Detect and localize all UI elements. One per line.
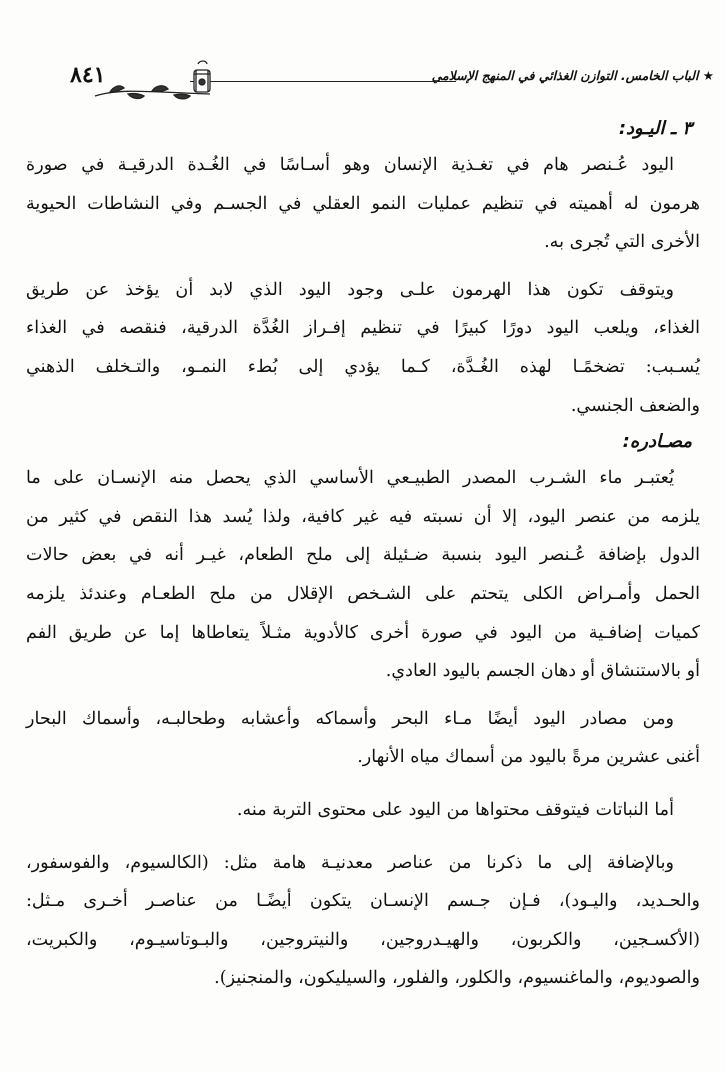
text-line: يلزمه من عنصر اليود، إلا أن نسبته فيه غير كافية، ولذا يُسد هذا النقص في كثير من bbox=[26, 506, 700, 527]
page-body bbox=[26, 112, 700, 998]
page-number: ٨٤١ bbox=[70, 62, 106, 88]
paragraph bbox=[26, 146, 700, 262]
running-header bbox=[70, 62, 714, 92]
text-line: الحمل وأمـراض الكلى يتحتم على الشـخص الإقلال من ملح الطعـام وعندئذ يلزمه bbox=[26, 583, 700, 604]
chapter-title: ★ الباب الخامس. التوازن الغذائي في المنهج الإسلامي bbox=[431, 68, 714, 83]
text-line: أو بالاستنشاق أو دهان الجسم باليود العادي. bbox=[385, 661, 700, 682]
text-line: هرمون له أهميته في تنظيم عمليات النمو العقلي في الجسـم وفي النشاطات الحيوية bbox=[26, 193, 700, 214]
header-divider bbox=[190, 81, 456, 82]
text-line: أما النباتات فيتوقف محتواها من اليود على محتوى التربة منه. bbox=[236, 799, 674, 820]
paragraph bbox=[26, 700, 700, 777]
text-line: اليود عُـنصر هام في تغـذية الإنسان وهو أسـاسًا في الغُـدة الدرقيـة في صورة bbox=[26, 155, 674, 175]
text-line: (الأكسـجين، والكربون، والهيـدروجين، والنيتروجين، والبـوتاسيـوم، والكبريت، bbox=[26, 929, 700, 950]
text-line: يُسـبب: تضخمًـا لهذه الغُـدَّة، كـما يؤدي إلى بُطء النمـو، والتـخلف الذهني bbox=[26, 356, 700, 377]
text-line: والصوديوم، والماغنسيوم، والكلور، والفلور، والسيليكون، والمنجنيز). bbox=[214, 968, 700, 989]
text-line: والحـديد، واليـود)، فـإن جـسم الإنسـان يتكون أيضًـا من عناصـر أخـرى مـثل: bbox=[26, 891, 700, 912]
text-line: وبالإضافة إلى ما ذكرنا من عناصر معدنيـة هامة مثل: (الكالسيوم، والفوسفور، bbox=[26, 852, 674, 873]
text-line: ومن مصادر اليود أيضًا مـاء البحر وأسماكه وأعشابه وطحالبـه، وأسماك البحار bbox=[26, 708, 674, 729]
text-line: الدول بإضافة عُـنصر اليود بنسبة ضـئيلة إلى ملح الطعام، غيـر أنه في بعض حالات bbox=[26, 545, 700, 566]
text-line: يُعتبـر ماء الشـرب المصدر الطبيـعي الأساسي الذي يحصل منه الإنسـان على ما bbox=[26, 468, 674, 489]
floral-ornament-icon bbox=[90, 58, 215, 102]
text-line: الغذاء، ويلعب اليود دورًا كبيرًا في تنظيم إفـراز الغُدَّة الدرقية، فنقصه في الغذاء bbox=[26, 318, 700, 339]
section-heading: ٣ ـ اليـود: bbox=[618, 118, 692, 139]
text-line: والضعف الجنسي. bbox=[570, 395, 700, 416]
paragraph bbox=[26, 459, 700, 691]
paragraph bbox=[26, 791, 700, 830]
text-line: كميات إضافـية من اليود في صورة أخرى كالأدوية مثـلاً يتعاطاها إما عن طريق الفم bbox=[26, 622, 700, 643]
text-line: أغنى عشرين مرةً باليود من أسماك مياه الأنهار. bbox=[357, 747, 700, 768]
text-line: ويتوقف تكون هذا الهرمون علـى وجود اليود الذي لابد أن يؤخذ عن طريق bbox=[26, 279, 674, 300]
paragraph bbox=[26, 271, 700, 425]
paragraph bbox=[26, 844, 700, 998]
sources-subheading: مصـادره: bbox=[622, 431, 692, 453]
text-line: الأخرى التي تُجرى به. bbox=[544, 232, 700, 253]
